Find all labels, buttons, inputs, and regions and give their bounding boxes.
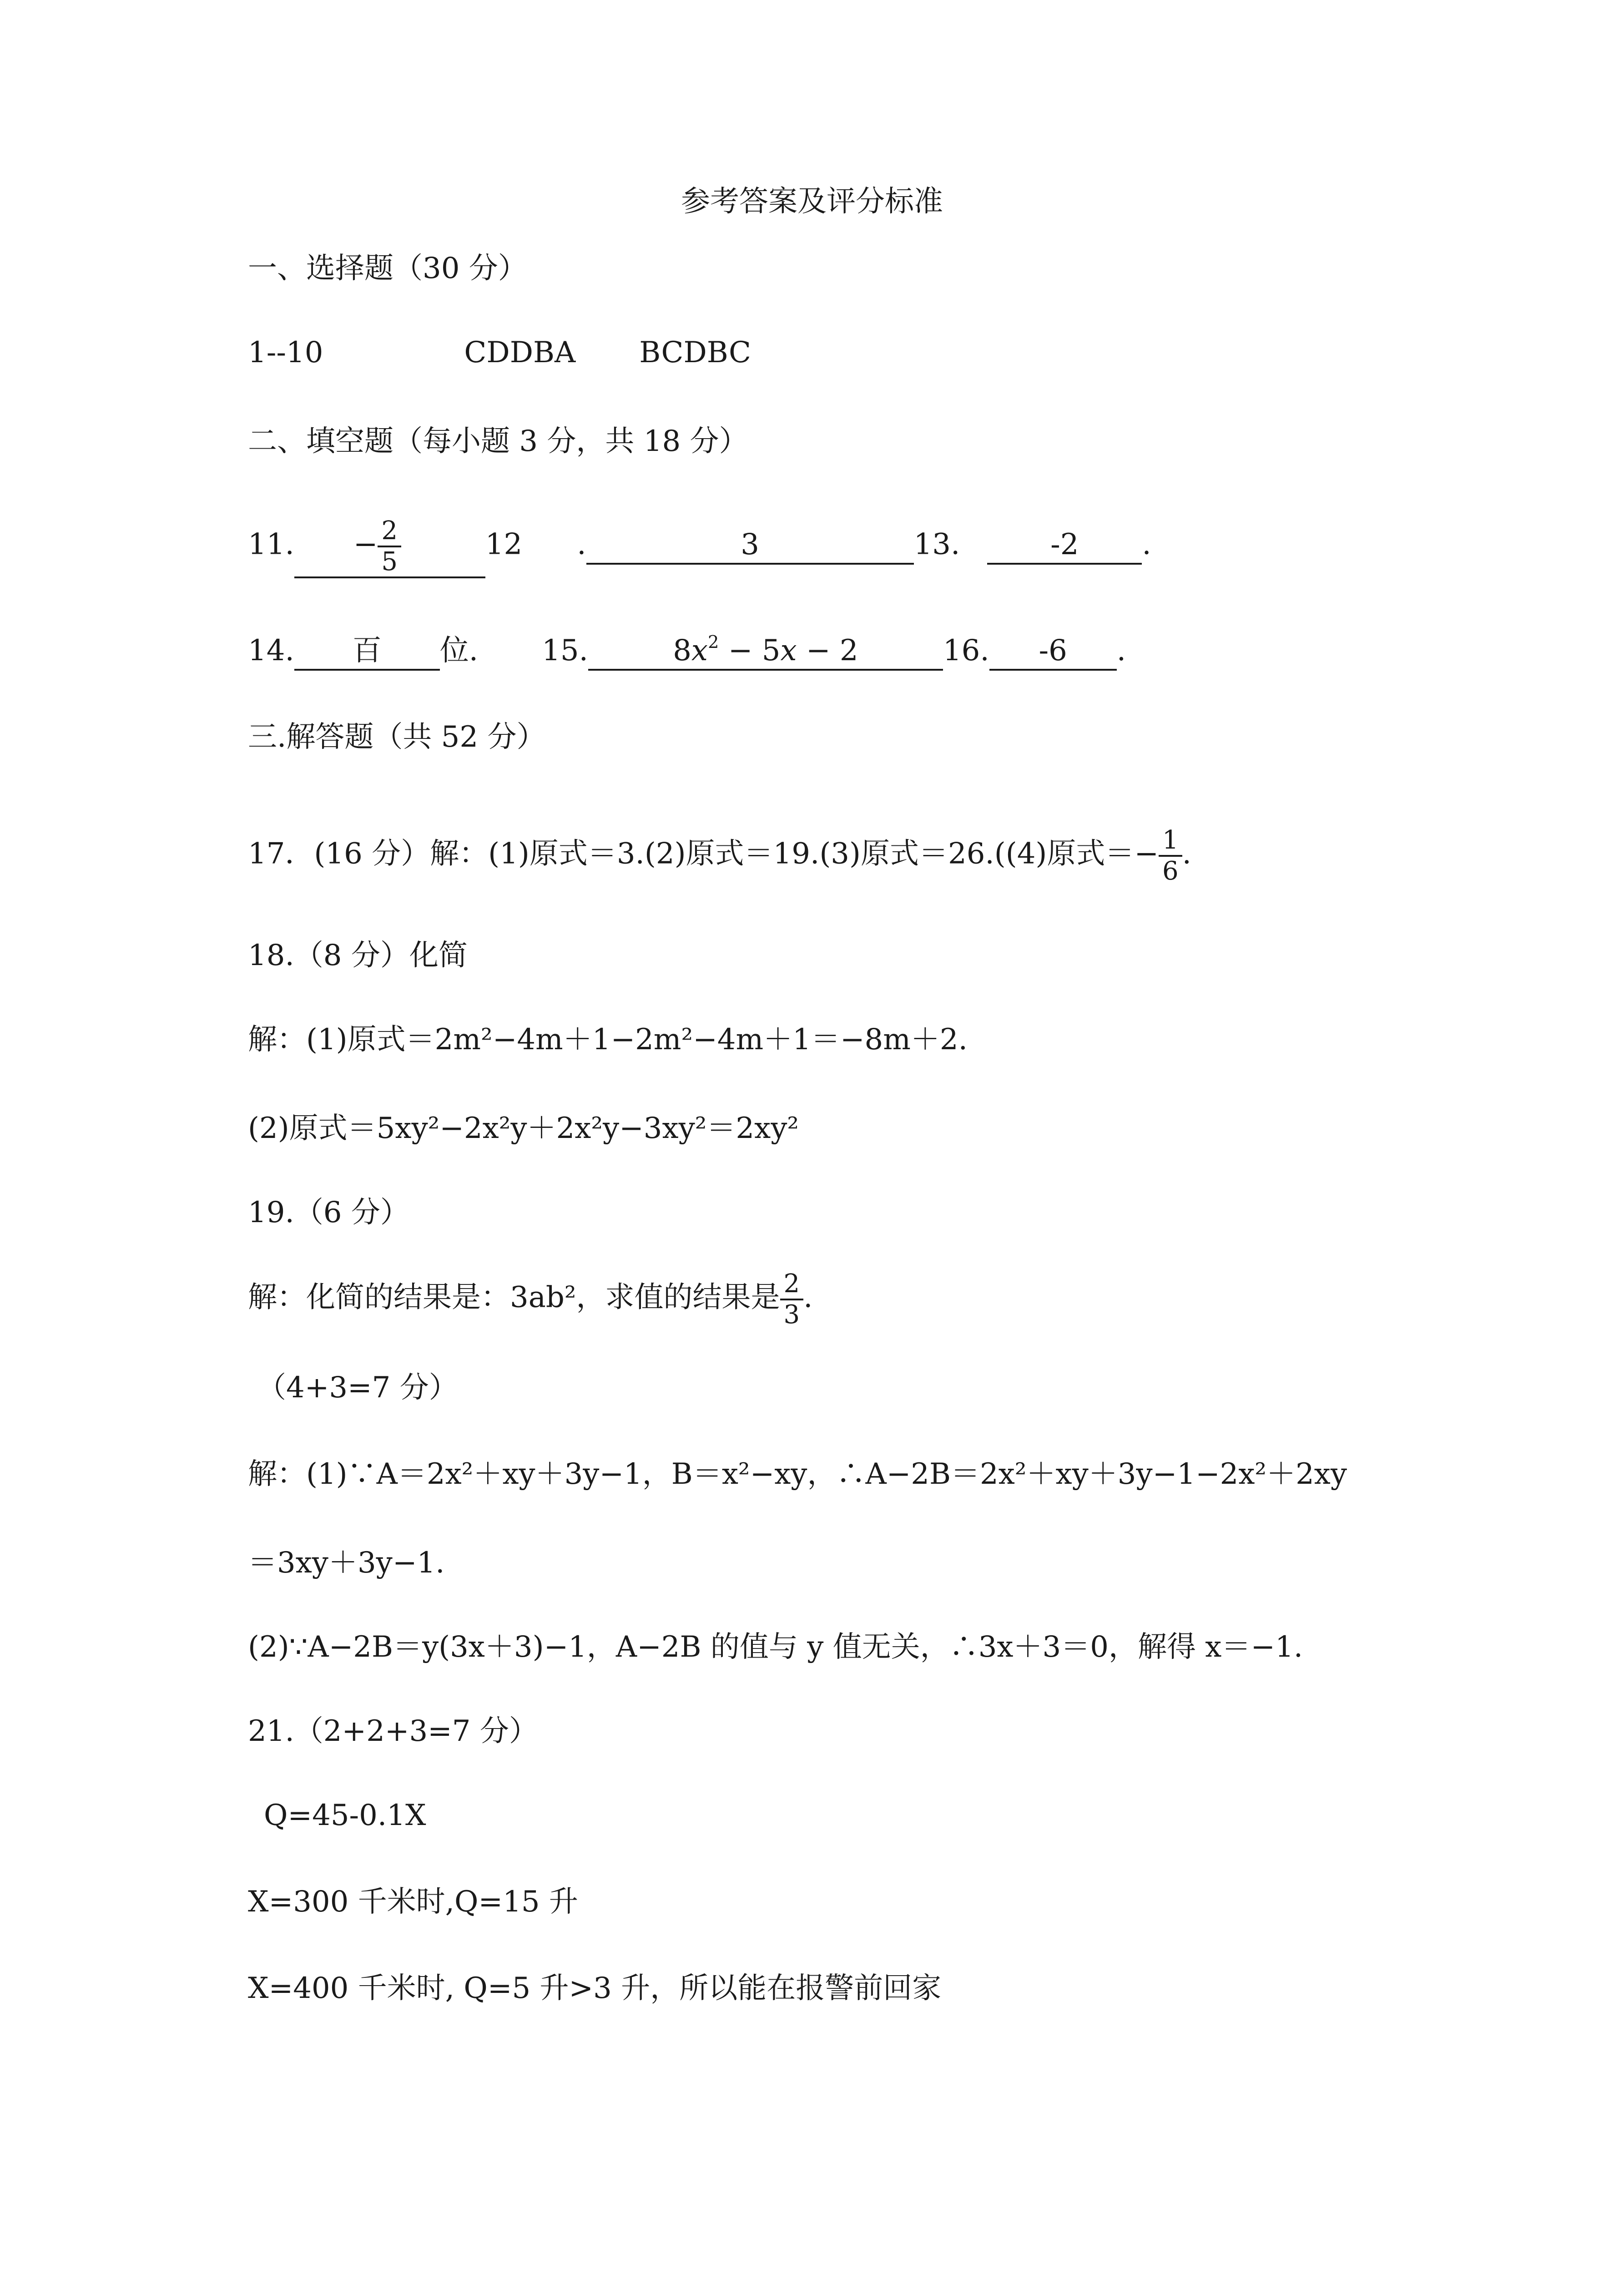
q21-heading: 21.（2+2+3=7 分） <box>248 1714 538 1748</box>
q19-answer: 解：化简的结果是：3ab²，求值的结果是 $\frac{2}{3}$ . <box>248 1269 813 1330</box>
q14-answer: 百 <box>294 632 440 671</box>
choice-answers <box>248 334 751 371</box>
q18-heading: 18.（8 分）化简 <box>248 939 468 972</box>
q20-part1-cont: ＝3xy＋3y−1. <box>248 1546 445 1580</box>
q17-answer: 17．(16 分）解：(1)原式＝3.(2)原式＝19.(3)原式＝26.((4)原式＝− $\frac{1}{6}$ . <box>248 825 1192 886</box>
choice-group-2: BCDBC <box>639 336 751 369</box>
section3-heading: 三.解答题（共 52 分） <box>248 720 546 754</box>
q21-formula: Q=45-0.1X <box>264 1799 426 1832</box>
q11-answer: − $\frac{2}{5}$ <box>294 516 485 578</box>
fill-row-1: 11. − $\frac{2}{5}$ 12 . 3 13. -2 . <box>248 516 1151 578</box>
q18-part1: 解：(1)原式＝2m²−4m＋1−2m²−4m＋1＝−8m＋2. <box>248 1023 968 1057</box>
q18-part2: (2)原式＝5xy²−2x²y＋2x²y−3xy²＝2xy² <box>248 1112 799 1145</box>
q12-number: 12 <box>485 527 523 561</box>
fill-row-2: 14. 百 位. 15. $8x^2 - 5x - 2$ 16. -6 . <box>248 632 1126 671</box>
q15-answer: $8x^2 - 5x - 2$ <box>588 632 943 671</box>
q13-answer: -2 <box>987 526 1142 565</box>
q16-number: 16. <box>943 634 989 667</box>
q21-line2: X=300 千米时,Q=15 升 <box>248 1885 578 1919</box>
section1-heading: 一、选择题（30 分） <box>248 252 527 285</box>
q14-number: 14. <box>248 634 294 667</box>
q13-number: 13. <box>913 527 960 561</box>
q15-number: 15. <box>542 634 588 667</box>
choice-group-1: CDDBA <box>464 336 576 369</box>
q17-fraction: $\frac{1}{6}$ <box>1159 826 1182 886</box>
q11-number: 11. <box>248 527 294 561</box>
q20-heading: （4+3=7 分） <box>257 1371 458 1405</box>
q19-heading: 19.（6 分） <box>248 1196 409 1229</box>
q16-answer: -6 <box>989 632 1117 671</box>
section2-heading: 二、填空题（每小题 3 分，共 18 分） <box>248 425 748 458</box>
q21-line3: X=400 千米时, Q=5 升>3 升，所以能在报警前回家 <box>248 1972 942 2005</box>
choice-range: 1--10 <box>248 336 323 369</box>
q19-fraction: $\frac{2}{3}$ <box>780 1269 804 1330</box>
page-title: 参考答案及评分标准 <box>681 185 943 218</box>
q20-part1: 解：(1)∵A＝2x²＋xy＋3y−1，B＝x²−xy，∴A−2B＝2x²＋xy＋3y−1−2x²＋2xy <box>248 1457 1347 1491</box>
q11-fraction: $\frac{2}{5}$ <box>378 516 401 576</box>
q12-answer: 3 <box>586 526 914 565</box>
q20-part2: (2)∵A−2B＝y(3x＋3)−1，A−2B 的值与 y 值无关，∴3x＋3＝0，解得 x＝−1. <box>248 1630 1303 1664</box>
